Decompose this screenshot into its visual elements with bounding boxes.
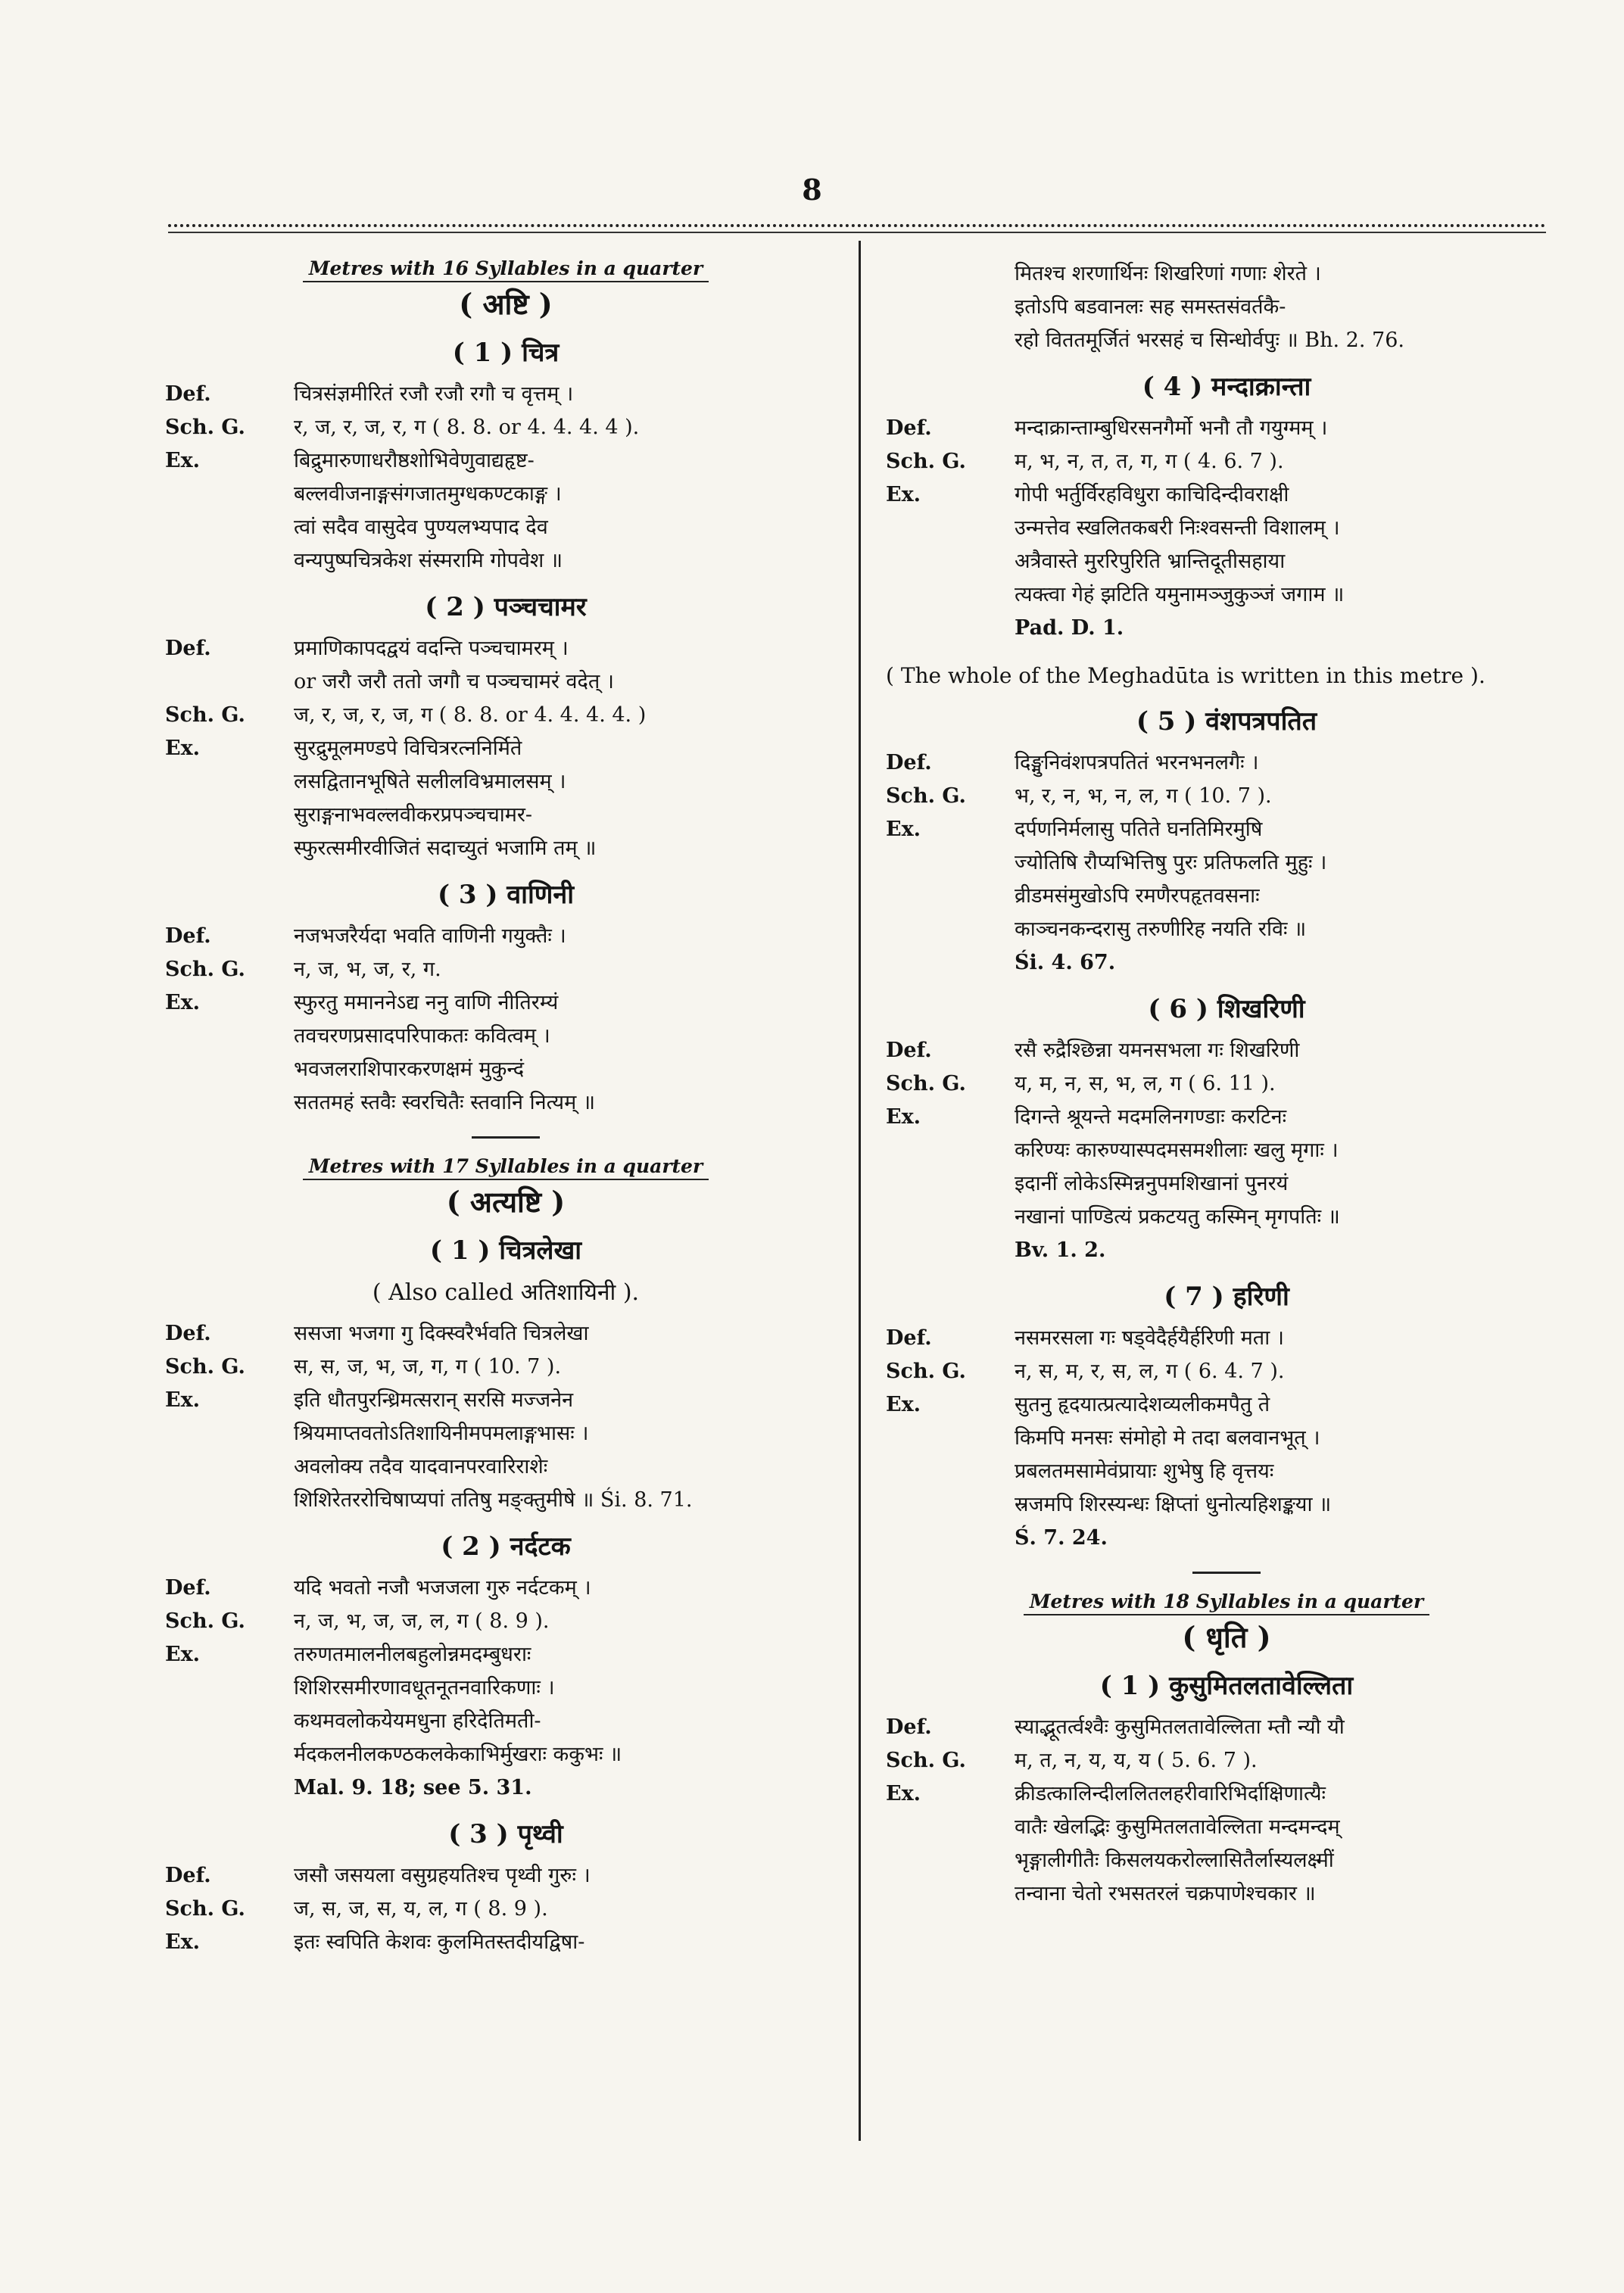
ex-label: Ex. [165,737,201,760]
sch-row [886,445,1567,478]
def-row [165,920,846,953]
def-text: दिङ्मुनिवंशपत्रपतितं भरनभनलगैः । [1015,751,1259,774]
sch-label: Sch. G. [886,1749,966,1772]
verse-line: उन्मत्तेव स्खलितकबरी निःश्वसन्ती विशालम् । [1015,516,1340,540]
sch-text: न, ज, भ, ज, ज, ल, ग ( 8. 9 ). [294,1609,550,1633]
verse-line: रहो विततमूर्जितं भरसहं च सिन्धोर्वपुः ॥ Bh. 2. 76. [1015,329,1404,352]
def-label: Def. [165,924,211,948]
verse-line: सुरद्रुमूलमण्डपे विचित्ररत्ननिर्मिते [294,737,522,760]
verse-line: तवचरणप्रसादपरिपाकतः कवित्वम् । [294,1024,550,1048]
def-text: मन्दाक्रान्ताम्बुधिरसनगैर्मो भनौ तौ गयुग्मम् । [1015,416,1328,440]
sch-text: य, म, न, स, भ, ल, ग ( 6. 11 ). [1015,1072,1276,1095]
verse-line: ज्योतिषि रौप्यभित्तिषु पुरः प्रतिफलति मुहुः । [1015,851,1327,874]
sch-label: Sch. G. [165,416,245,439]
page-number: 8 [802,173,822,207]
def-label: Def. [886,1326,932,1350]
verse-line: दर्पणनिर्मलासु पतिते घनतिमिरमुषि [1015,818,1263,841]
verse-line: भृङ्गालीगीतैः किसलयकरोल्लासितैर्लास्यलक्ष्मीं [1015,1849,1334,1872]
verse-line: वन्यपुष्पचित्रकेश संस्मरामि गोपवेश ॥ [294,549,563,572]
verse-line: इदानीं लोकेऽस्मिन्ननुपमशिखानां पुनरयं [1015,1172,1289,1195]
metre-title-nardataka: ( 2 ) नर्दटक [441,1531,571,1562]
verse-line: लसद्वितानभूषिते सलीलविभ्रमालसम् । [294,770,566,793]
verse-line: भवजलराशिपारकरणक्षमं मुकुन्दं [294,1058,525,1081]
verse-line: शिशिरेतररोचिषाप्यपां ततिषु मङ्क्तुमीषे ॥ Śi. 8. 71. [294,1488,693,1512]
class-name-dhriti: ( धृति ) [1182,1620,1271,1654]
def-text: ससजा भजगा गु दिक्स्वरैर्भवति चित्रलेखा [294,1322,589,1345]
verse-line: तन्वाना चेतो रभसतरलं चक्रपाणेश्चकार ॥ [1015,1882,1316,1905]
metre-title-vamshapatrapatita: ( 5 ) वंशपत्रपतित [1136,706,1317,737]
verse-line: र्मदकलनीलकण्ठकलकेकाभिर्मुखराः ककुभः ॥ [294,1743,622,1766]
sch-text: ज, र, ज, र, ज, ग ( 8. 8. or 4. 4. 4. 4. ) [294,703,647,727]
verse-line: सुतनु हृदयात्प्रत्यादेशव्यलीकमपैतु ते [1015,1393,1270,1416]
sch-text: र, ज, र, ज, र, ग ( 8. 8. or 4. 4. 4. 4 ). [294,416,640,439]
def-label: Def. [165,382,211,406]
sch-label: Sch. G. [886,784,966,808]
metre-title-harini: ( 7 ) हरिणी [1164,1282,1289,1312]
ex-row [165,444,846,578]
ex-row [165,986,846,1120]
sch-row [165,953,846,986]
def-label: Def. [886,1039,932,1062]
metre-title-chitra: ( 1 ) चित्र [452,338,560,368]
ex-label: Ex. [165,449,201,472]
def-row [165,632,846,699]
sch-row [886,1355,1567,1388]
verse-line: प्रबलतमसामेवंप्रायाः शुभेषु हि वृत्तयः [1015,1460,1274,1483]
sch-label: Sch. G. [165,958,245,981]
metre-title-mandakranta: ( 4 ) मन्दाक्रान्ता [1142,372,1311,402]
ex-row [886,1777,1567,1911]
sch-text: म, त, न, य, य, य ( 5. 6. 7 ). [1015,1749,1258,1772]
ex-row [165,1638,846,1771]
ex-row [886,478,1567,612]
meghaduta-note: ( The whole of the Meghadūta is written in this metre ). [886,663,1485,688]
sch-row [165,699,846,732]
verse-line: मितश्च शरणार्थिनः शिखरिणां गणाः शेरते । [1015,262,1321,285]
def-row [165,378,846,411]
sch-label: Sch. G. [165,1609,245,1633]
sch-label: Sch. G. [165,703,245,727]
def-row [886,1034,1567,1067]
def-text: नजभजरैर्यदा भवति वाणिनी गयुक्तैः । [294,924,566,948]
def-label: Def. [886,1715,932,1739]
sch-label: Sch. G. [165,1355,245,1379]
ex-row [165,732,846,865]
verse-line: गोपी भर्तुर्विरहविधुरा काचिदिन्दीवराक्षी [1015,483,1289,506]
metre-title-vanini: ( 3 ) वाणिनी [437,880,575,910]
def-text: जसौ जसयला वसुग्रहयतिश्च पृथ्वी गुरुः । [294,1864,591,1887]
verse-line: सुराङ्गनाभवल्लवीकरप्रपञ्चचामर- [294,803,533,827]
verse-line: वातैः खेलद्भिः कुसुमितलतावेल्लिता मन्दमन्दम् [1015,1815,1340,1839]
header-rule [168,232,1546,233]
ex-label: Ex. [886,483,921,506]
def-text: रसै रुद्रैश्छिन्ना यमनसभला गः शिखरिणी [1015,1039,1300,1062]
separator [1192,1572,1261,1574]
sch-row [886,780,1567,813]
def-text: चित्रसंज्ञमीरितं रजौ रजौ रगौ च वृत्तम् । [294,382,574,406]
verse-line: दिगन्ते श्रूयन्ते मदमलिनगण्डाः करटिनः [1015,1105,1287,1129]
sch-row [165,1351,846,1384]
verse-line: त्यक्त्वा गेहं झटिति यमुनामञ्जुकुञ्जं जगाम ॥ [1015,583,1345,606]
verse-line: शिशिरसमीरणावधूतनूतनवारिकणाः । [294,1676,555,1699]
ex-label: Ex. [886,1782,921,1805]
sch-text: ज, स, ज, स, य, ल, ग ( 8. 9 ). [294,1897,548,1921]
metre-title-chitralekha: ( 1 ) चित्रलेखा [429,1235,582,1266]
sch-row [886,1067,1567,1101]
def-row [165,1572,846,1605]
sch-label: Sch. G. [165,1897,245,1921]
ex-label: Ex. [886,818,921,841]
def-label: Def. [886,416,932,440]
metre-title-panchachamara: ( 2 ) पञ्चचामर [425,592,587,622]
verse-line: इतोऽपि बडवानलः सह समस्तसंवर्तकै- [1015,295,1286,319]
ex-row [165,1384,846,1517]
def-text: स्याद्भूतर्त्वश्वैः कुसुमितलतावेल्लिता म्तौ न्यौ यौ [1015,1715,1345,1739]
def-label: Def. [165,1322,211,1345]
def-text: यदि भवतो नजौ भजजला गुरु नर्दटकम् । [294,1576,591,1600]
ex-label: Ex. [165,1930,201,1954]
sch-row [165,1893,846,1926]
def-row [886,1322,1567,1355]
verse-line: काञ्चनकन्दरासु तरुणीरिह नयति रविः ॥ [1015,918,1307,941]
verse-line: करिण्यः कारुण्यास्पदमसमशीलाः खलु मृगाः । [1015,1139,1339,1162]
source-reference: Ś. 7. 24. [1015,1526,1108,1550]
sch-row [165,1605,846,1638]
sch-text: म, भ, न, त, त, ग, ग ( 4. 6. 7 ). [1015,450,1284,473]
sch-text: न, ज, भ, ज, र, ग. [294,958,441,981]
section-heading-17: Metres with 17 Syllables in a quarter [165,1155,846,1177]
def-row [165,1317,846,1351]
def-row [886,412,1567,445]
def-row [886,746,1567,780]
sch-row [165,411,846,444]
alt-name: ( Also called अतिशायिनी ). [372,1279,640,1306]
def-label: Def. [165,1576,211,1600]
metre-title-shikharini: ( 6 ) शिखरिणी [1148,994,1305,1024]
verse-line: बिद्रुमारुणाधरौष्ठशोभिवेणुवाद्यहृष्ट- [294,449,535,472]
verse-line: व्रीडमसंमुखोऽपि रमणैरपहृतवसनाः [1015,884,1260,908]
left-column [165,257,846,1959]
sch-row [886,1744,1567,1777]
def-text: or जरौ जरौ ततो जगौ च पञ्चचामरं वदेत् । [294,670,615,693]
sch-text: स, स, ज, भ, ज, ग, ग ( 10. 7 ). [294,1355,562,1379]
separator [472,1136,540,1139]
ex-row [886,1388,1567,1522]
ex-label: Ex. [165,1388,201,1412]
right-column [886,257,1567,1911]
verse-line: बल्लवीजनाङ्गसंगजातमुग्धकण्टकाङ्ग । [294,482,562,506]
verse-line: नखानां पाण्डित्यं प्रकटयतु कस्मिन् मृगपतिः ॥ [1015,1205,1340,1229]
source-reference: Bv. 1. 2. [1015,1238,1106,1262]
column-divider [859,241,861,2141]
def-label: Def. [165,637,211,660]
metre-title-kusumitalatavellita: ( 1 ) कुसुमितलतावेल्लिता [1099,1671,1354,1701]
ex-label: Ex. [886,1105,921,1129]
verse-line: इतः स्वपिति केशवः कुलमितस्तदीयद्विषा- [294,1930,585,1954]
source-reference: Pad. D. 1. [1015,616,1124,640]
def-text: नसमरसला गः षड्वेदैर्हयैर्हरिणी मता । [1015,1326,1285,1350]
verse-line: सततमहं स्तवैः स्वरचितैः स्तवानि नित्यम् ॥ [294,1091,595,1114]
source-reference: Mal. 9. 18; see 5. 31. [294,1776,532,1799]
verse-line: इति धौतपुरन्ध्रिमत्सरान् सरसि मज्जनेन [294,1388,574,1412]
def-row [886,1711,1567,1744]
source-reference: Śi. 4. 67. [1015,951,1116,974]
section-heading-18: Metres with 18 Syllables in a quarter [886,1590,1567,1612]
continuation-block [886,257,1567,357]
verse-line: अत्रैवास्ते मुररिपुरिति भ्रान्तिदूतीसहाया [1015,550,1286,573]
class-name-ashti: ( अष्टि ) [459,287,553,321]
verse-line: तरुणतमालनीलबहुलोन्नमदम्बुधराः [294,1643,531,1666]
verse-line: श्रियमाप्तवतोऽतिशायिनीमपमलाङ्गभासः । [294,1422,589,1445]
ex-label: Ex. [165,1643,201,1666]
ex-label: Ex. [165,991,201,1014]
def-label: Def. [886,751,932,774]
verse-line: स्रजमपि शिरस्यन्धः क्षिप्तां धुनोत्यहिशङ्कया ॥ [1015,1493,1332,1516]
sch-text: न, स, म, र, स, ल, ग ( 6. 4. 7 ). [1015,1360,1285,1383]
verse-line: अवलोक्य तदैव यादवानपरवारिराशेः [294,1455,548,1478]
sch-label: Sch. G. [886,1360,966,1383]
metre-title-prithvi: ( 3 ) पृथ्वी [448,1819,563,1849]
class-name-atyashti: ( अत्यष्टि ) [446,1185,566,1219]
ex-row [886,1101,1567,1234]
verse-line: स्फुरतु ममाननेऽद्य ननु वाणि नीतिरम्यं [294,991,559,1014]
verse-line: कथमवलोकयेयमधुना हरिदेतिमती- [294,1709,541,1733]
ex-label: Ex. [886,1393,921,1416]
sch-text: भ, र, न, भ, न, ल, ग ( 10. 7 ). [1015,784,1272,808]
def-text: प्रमाणिकापदद्वयं वदन्ति पञ्चचामरम् । [294,637,569,660]
header-rule-dotted [168,224,1546,227]
sch-label: Sch. G. [886,1072,966,1095]
verse-line: क्रीडत्कालिन्दीललितलहरीवारिभिर्दाक्षिणात्यैः [1015,1782,1326,1805]
def-label: Def. [165,1864,211,1887]
ex-row [886,813,1567,946]
def-row [165,1859,846,1893]
verse-line: त्वां सदैव वासुदेव पुण्यलभ्यपाद देव [294,516,548,539]
ex-row [165,1926,846,1959]
verse-line: किमपि मनसः संमोहो मे तदा बलवानभूत् । [1015,1426,1320,1450]
section-heading-16: Metres with 16 Syllables in a quarter [165,257,846,279]
verse-line: स्फुरत्समीरवीजितं सदाच्युतं भजामि तम् ॥ [294,837,597,860]
sch-label: Sch. G. [886,450,966,473]
